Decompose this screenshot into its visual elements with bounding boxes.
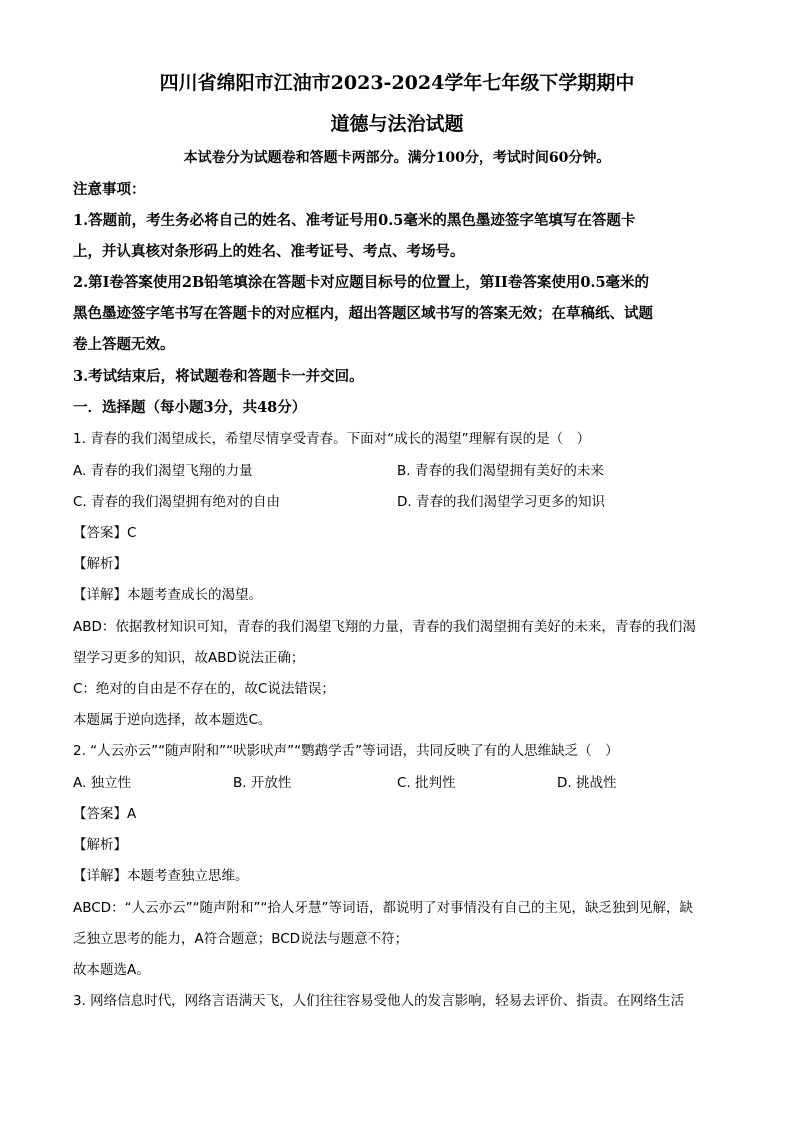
q3-stem: 3. 网络信息时代，网络言语满天飞，人们往往容易受他人的发言影响，轻易去评价、指责。在网络生活	[73, 993, 685, 1009]
exam-note: 本试卷分为试题卷和答题卡两部分。满分100分，考试时间60分钟。	[183, 150, 611, 166]
document-title-line2: 道德与法治试题	[330, 113, 464, 135]
q1-detail: 【详解】本题考查成长的渴望。	[73, 587, 262, 603]
q1-explanation1-line1: ABD：依据教材知识可知，青春的我们渴望飞翔的力量，青春的我们渴望拥有美好的未来，青春的我们渴	[73, 619, 696, 635]
q1-stem: 1. 青春的我们渴望成长，希望尽情享受青春。下面对“成长的渴望”理解有误的是（ ）	[73, 431, 591, 447]
q2-explanation1-line2: 乏独立思考的能力，A符合题意；BCD说法与题意不符；	[73, 931, 409, 947]
q2-stem: 2. “人云亦云”“随声附和”“吠影吠声”“鹦鹉学舌”等词语，共同反映了有的人思维缺乏（ ）	[73, 743, 619, 759]
q2-conclusion: 故本题选A。	[73, 962, 150, 978]
q1-answer: 【答案】C	[73, 525, 137, 541]
notice-item3: 3.考试结束后，将试题卷和答题卡一并交回。	[73, 368, 364, 385]
notice-item2-line2: 黑色墨迹签字笔书写在答题卡的对应框内，超出答题区域书写的答案无效；在草稿纸、试题	[73, 305, 653, 322]
q1-option-d: D. 青春的我们渴望学习更多的知识	[397, 494, 605, 510]
q1-option-a: A. 青春的我们渴望飞翔的力量	[73, 463, 253, 479]
document-title-line1: 四川省绵阳市江油市2023-2024学年七年级下学期期中	[159, 72, 635, 94]
q1-analysis-label: 【解析】	[73, 556, 127, 572]
q2-option-a: A. 独立性	[73, 775, 132, 791]
notice-item1-line1: 1.答题前，考生务必将自己的姓名、准考证号用0.5毫米的黑色墨迹签字笔填写在答题卡	[73, 212, 636, 229]
q2-option-d: D. 挑战性	[557, 775, 617, 791]
q1-explanation1-line2: 望学习更多的知识，故ABD说法正确；	[73, 650, 305, 666]
q1-conclusion: 本题属于逆向选择，故本题选C。	[73, 712, 272, 728]
q2-explanation1-line1: ABCD：“人云亦云”“随声附和”“拾人牙慧”等词语，都说明了对事情没有自己的主见，缺乏独到见解，缺	[73, 900, 694, 916]
q2-option-b: B. 开放性	[233, 775, 292, 791]
notice-heading: 注意事项：	[73, 181, 146, 198]
q1-option-b: B. 青春的我们渴望拥有美好的未来	[397, 463, 604, 479]
q1-option-c: C. 青春的我们渴望拥有绝对的自由	[73, 494, 281, 510]
q2-detail: 【详解】本题考查独立思维。	[73, 868, 249, 884]
notice-item2-line3: 卷上答题无效。	[73, 336, 175, 353]
notice-item1-line2: 上，并认真核对条形码上的姓名、准考证号、考点、考场号。	[73, 243, 465, 260]
q2-answer: 【答案】A	[73, 806, 137, 822]
notice-item2-line1: 2.第I卷答案使用2B铅笔填涂在答题卡对应题目标号的位置上，第II卷答案使用0.5毫米的	[73, 274, 650, 291]
q1-explanation2: C：绝对的自由是不存在的，故C说法错误；	[73, 681, 335, 697]
q2-analysis-label: 【解析】	[73, 837, 127, 853]
section1-heading: 一．选择题（每小题3分，共48分）	[73, 399, 307, 416]
q2-option-c: C. 批判性	[397, 775, 456, 791]
